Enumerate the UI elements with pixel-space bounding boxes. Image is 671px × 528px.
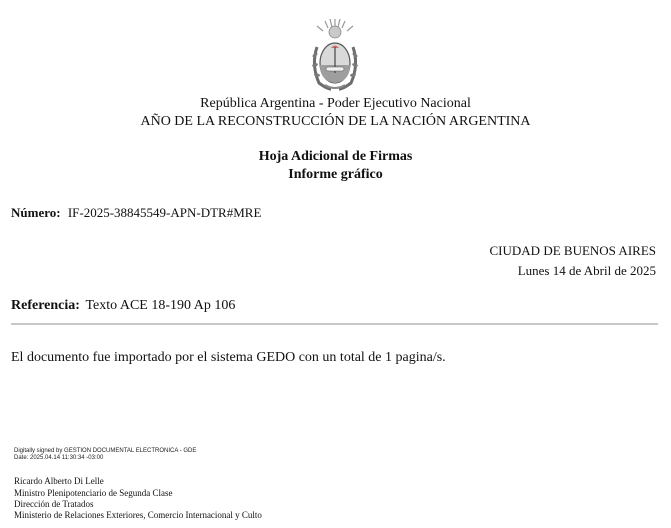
- referencia-label: Referencia:: [11, 298, 80, 313]
- numero-value: IF-2025-38845549-APN-DTR#MRE: [67, 205, 262, 220]
- referencia-value: Texto ACE 18-190 Ap 106: [85, 298, 236, 313]
- date: Lunes 14 de Abril de 2025: [517, 263, 656, 278]
- signer-ministry: Ministerio de Relaciones Exteriores, Comercio Internacional y Culto: [14, 510, 262, 520]
- document-subtitle: Informe gráfico: [288, 167, 383, 182]
- header-year-motto: AÑO DE LA RECONSTRUCCIÓN DE LA NACIÓN ARGENTINA: [140, 114, 531, 129]
- city: CIUDAD DE BUENOS AIRES: [489, 243, 656, 258]
- header-institution: República Argentina - Poder Ejecutivo Nacional: [200, 96, 471, 111]
- signer-office: Dirección de Tratados: [14, 499, 94, 509]
- body-text: El documento fue importado por el sistema GEDO con un total de 1 pagina/s.: [11, 350, 446, 365]
- digital-signature-line: Digitally signed by GESTION DOCUMENTAL ELECTRONICA - GDE: [14, 448, 197, 454]
- referencia-row: [11, 298, 235, 314]
- divider: [11, 323, 658, 325]
- signer-title: Ministro Plenipotenciario de Segunda Clase: [14, 488, 173, 498]
- signer-name: Ricardo Alberto Di Lelle: [14, 476, 104, 486]
- digital-signature-date: Date: 2025.04.14 11:30:34 -03:00: [14, 455, 104, 461]
- document-title: Hoja Adicional de Firmas: [258, 149, 413, 164]
- numero-label: Número:: [11, 205, 61, 220]
- numero-row: [11, 205, 261, 221]
- coat-of-arms-emblem: [307, 17, 363, 93]
